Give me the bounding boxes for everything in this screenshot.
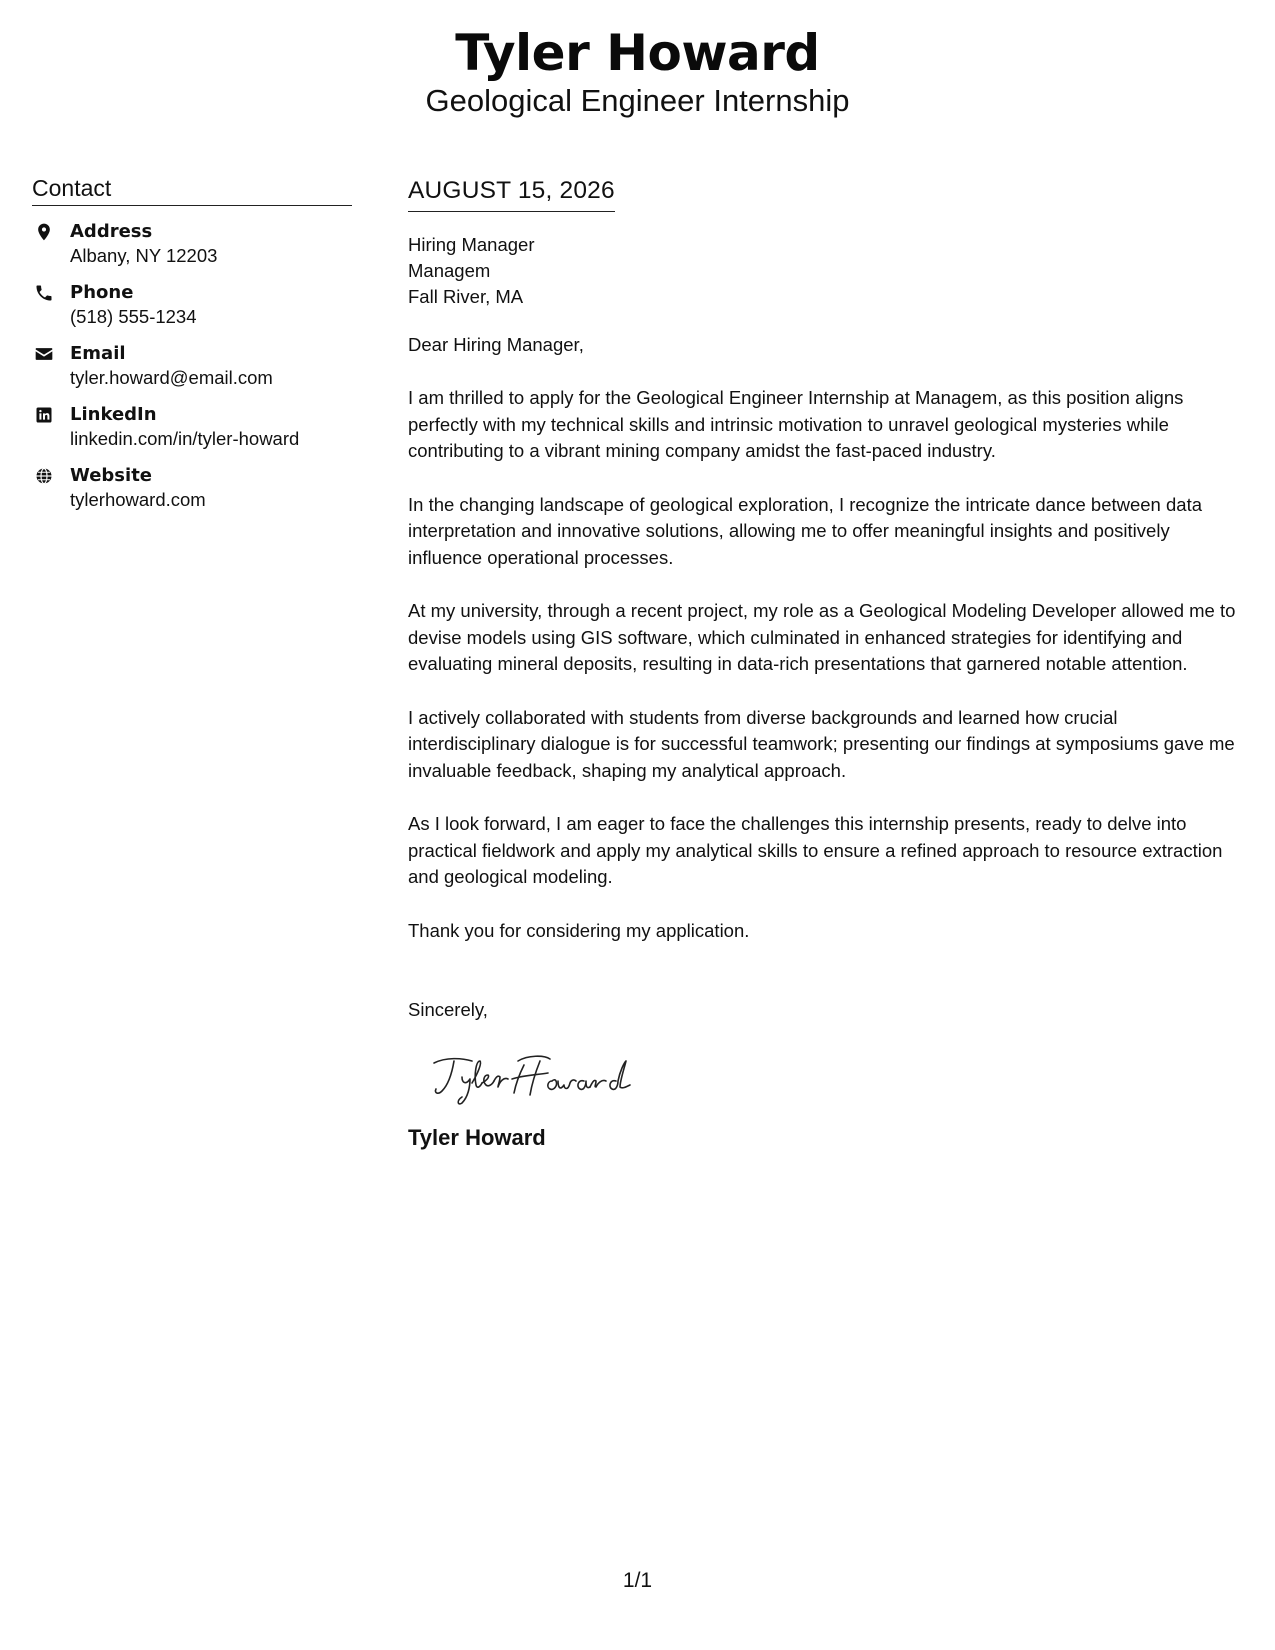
address-value: Albany, NY 12203 (70, 245, 218, 266)
letter-paragraph-2: In the changing landscape of geological exploration, I recognize the intricate dance between data interpretation and innovative solutions, allowing me to offer meaningful insights and positively influence operational processes. (408, 493, 1202, 568)
letter-paragraph-4: I actively collaborated with students from diverse backgrounds and learned how crucial interdisciplinary dialogue is for successful teamwork; presenting our findings at symposiums gave me invaluable feedback, shaping my analytical approach. (408, 706, 1235, 781)
contact-item-email (32, 342, 352, 390)
recipient-title: Hiring Manager (408, 234, 535, 255)
letter-date: AUGUST 15, 2026 (408, 176, 615, 212)
salutation: Dear Hiring Manager, (408, 334, 584, 355)
contact-item-linkedin (32, 403, 352, 451)
map-pin-icon (34, 222, 54, 242)
contact-sidebar (32, 174, 352, 525)
linkedin-icon (34, 405, 54, 425)
globe-icon (34, 466, 54, 486)
recipient-company: Managem (408, 260, 491, 281)
contact-label: Address (70, 221, 153, 242)
signer-name: Tyler Howard (408, 1125, 546, 1150)
phone-value: (518) 555-1234 (70, 306, 197, 327)
page-number: 1/1 (622, 1569, 653, 1592)
letter-paragraph-5: As I look forward, I am eager to face the challenges this internship presents, ready to delve into practical fieldwork and apply my analytical skills to ensure a refined approach to resource extraction and geological modeling. (408, 813, 1223, 887)
letter-paragraph-1: I am thrilled to apply for the Geological Engineer Internship at Managem, as this position aligns perfectly with my technical skills and intrinsic motivation to unravel geological mysteries while contributing to a vibrant mining company amidst the fast-paced industry. (408, 387, 1184, 461)
recipient-location: Fall River, MA (408, 286, 524, 307)
email-value[interactable]: tyler.howard@email.com (70, 367, 273, 388)
resume-header (0, 22, 1275, 120)
website-value[interactable]: tylerhoward.com (70, 489, 206, 510)
applicant-name: Tyler Howard (455, 24, 820, 82)
contact-label: Phone (70, 282, 134, 303)
recipient-block (408, 232, 1248, 310)
handwritten-signature (428, 1049, 648, 1109)
phone-icon (34, 283, 54, 303)
envelope-icon (34, 344, 54, 364)
contact-heading: Contact (32, 174, 352, 206)
contact-label: Website (70, 465, 153, 486)
contact-label: LinkedIn (70, 404, 157, 425)
letter-paragraph-6: Thank you for considering my application. (408, 919, 750, 941)
contact-item-website (32, 464, 352, 512)
letter-paragraph-3: At my university, through a recent project, my role as a Geological Modeling Developer allowed me to devise models using GIS software, which culminated in enhanced strategies for identifying and evaluating mineral deposits, resulting in data-rich presentations that garnered notable attention. (408, 600, 1236, 674)
contact-label: Email (70, 343, 126, 364)
position-title: Geological Engineer Internship (425, 83, 850, 118)
contact-item-address (32, 220, 352, 268)
closing: Sincerely, (408, 999, 488, 1020)
cover-letter-body (408, 176, 1248, 1152)
linkedin-value[interactable]: linkedin.com/in/tyler-howard (70, 428, 300, 449)
contact-item-phone (32, 281, 352, 329)
